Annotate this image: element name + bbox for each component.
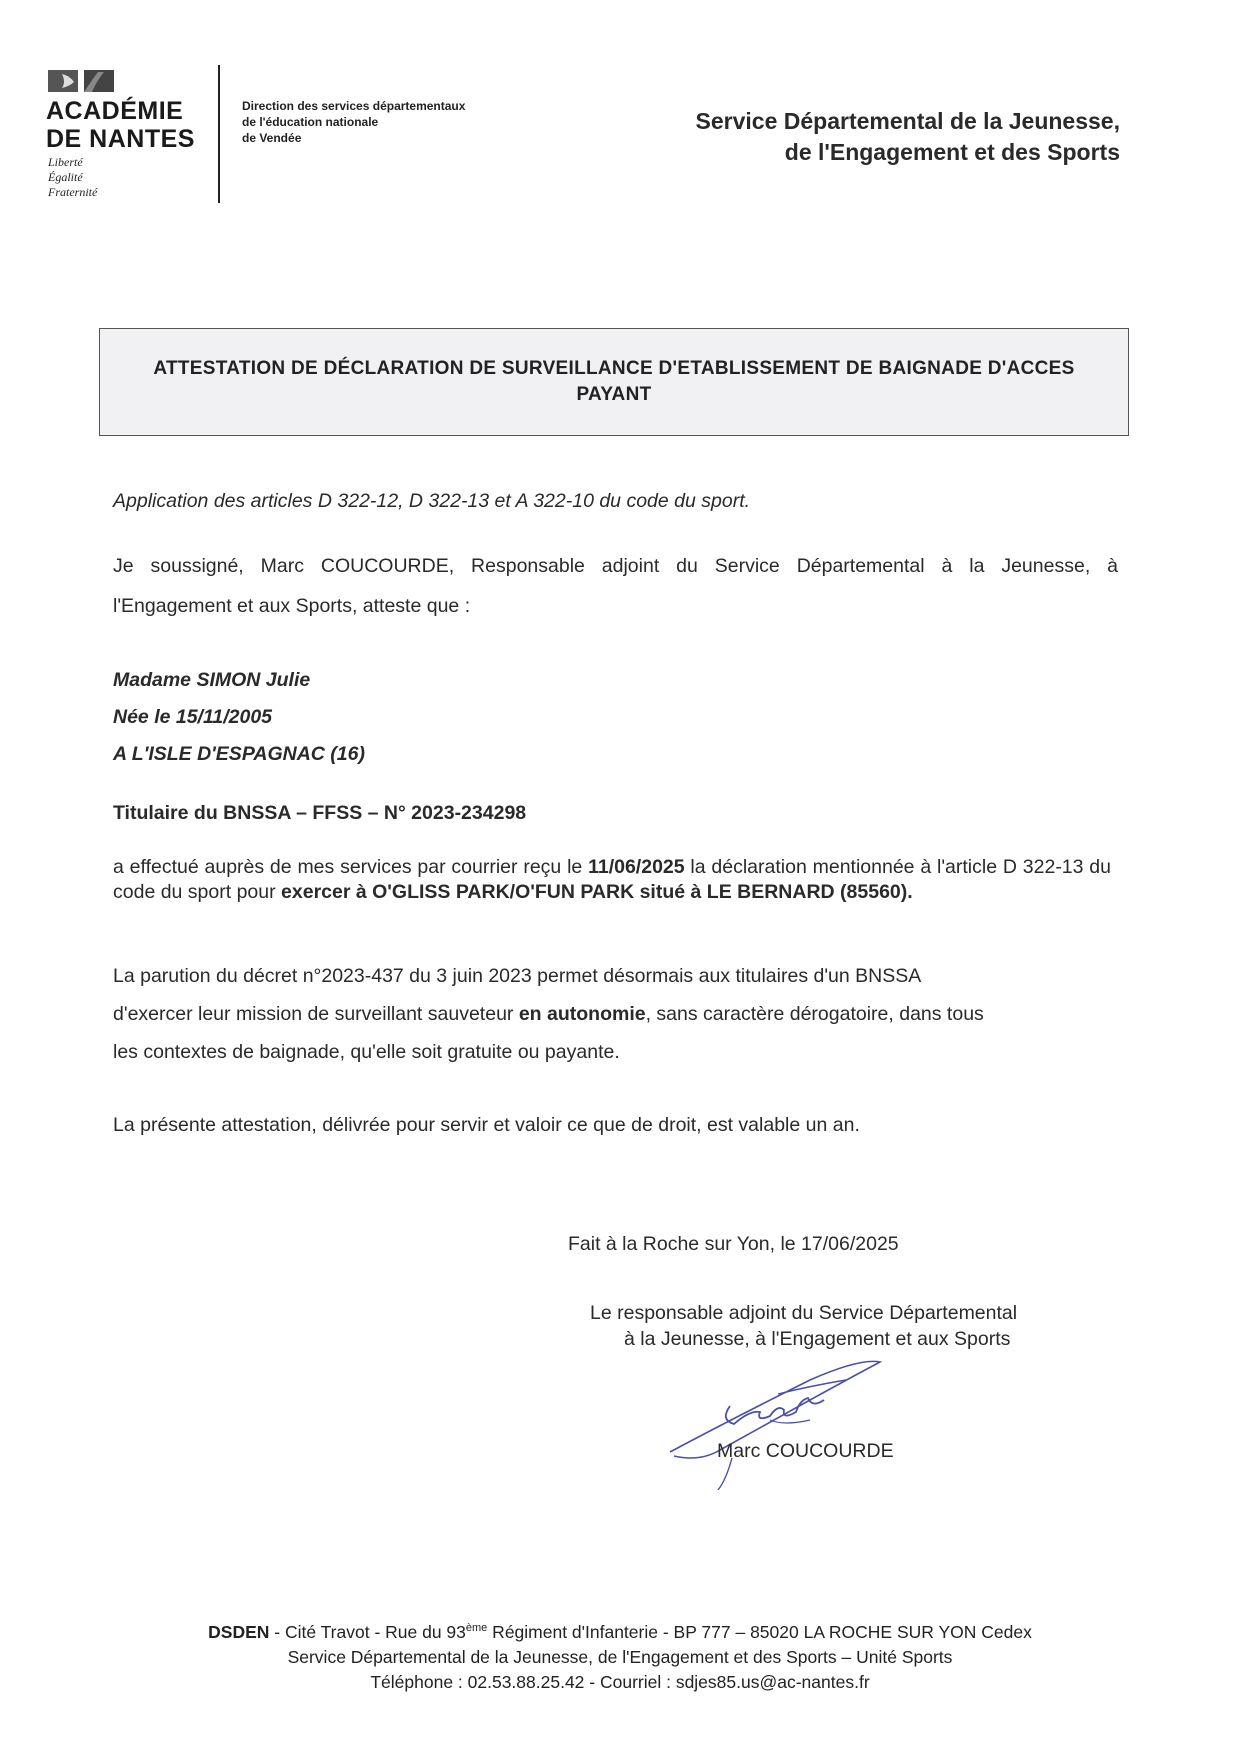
service-title-line-1: Service Départemental de la Jeunesse, [695, 108, 1120, 134]
intro-paragraph [113, 546, 1118, 626]
direction-line-1: Direction des services départementaux [242, 99, 466, 113]
academie-name [46, 97, 195, 153]
validity-statement: La présente attestation, délivrée pour servir et valoir ce que de droit, est valable un an. [113, 1114, 860, 1136]
header-divider [218, 65, 220, 203]
decree-paragraph [113, 957, 1118, 1071]
role-line-2: à la Jeunesse, à l'Engagement et aux Sports [624, 1328, 1011, 1350]
handwritten-signature [660, 1340, 900, 1490]
birth-place: A L'ISLE D'ESPAGNAC (16) [113, 743, 365, 765]
person-block [113, 662, 1118, 773]
footer-superscript: ème [465, 1622, 488, 1635]
footer-line-2: Service Départemental de la Jeunesse, de l'Engagement et des Sports – Unité Sports [287, 1647, 953, 1667]
direction-block [242, 98, 465, 146]
attestation-title-line-2: PAYANT [576, 384, 652, 405]
decree-line-2-prefix: d'exercer leur mission de surveillant sauveteur [113, 1003, 519, 1025]
footer-line-1-prefix: - Cité Travot - Rue du 93 [269, 1622, 466, 1642]
decree-line-2-suffix: , sans caractère dérogatoire, dans tous [645, 1003, 984, 1025]
service-title [696, 106, 1120, 168]
declaration-date: 11/06/2025 [588, 856, 685, 878]
attestation-title-line-1: ATTESTATION DE DÉCLARATION DE SURVEILLANCE D'ETABLISSEMENT DE BAIGNADE D'ACCES [153, 358, 1075, 379]
person-name: Madame SIMON Julie [113, 669, 311, 691]
declaration-place: exercer à O'GLISS PARK/O'FUN PARK situé à LE BERNARD (85560). [281, 881, 913, 903]
service-title-line-2: de l'Engagement et des Sports [784, 139, 1120, 165]
academie-line-1: ACADÉMIE [46, 97, 184, 125]
motto-egalite: Égalité [48, 170, 83, 184]
place-date: Fait à la Roche sur Yon, le 17/06/2025 [568, 1233, 899, 1255]
signatory-name: Marc COUCOURDE [717, 1440, 894, 1462]
declaration-middle: la déclaration mentionnée à l'article D 322-13 du code du sport pour [113, 856, 1111, 903]
footer-contact: Téléphone : 02.53.88.25.42 - Courriel : sdjes85.us@ac-nantes.fr [370, 1672, 870, 1692]
republic-motto [48, 155, 97, 200]
direction-line-3: de Vendée [242, 131, 302, 145]
footer-line-1-suffix: Régiment d'Infanterie - BP 777 – 85020 LA ROCHE SUR YON Cedex [487, 1622, 1032, 1642]
footer-dsden: DSDEN [208, 1622, 270, 1642]
decree-line-2 [113, 995, 1118, 1033]
motto-liberte: Liberté [48, 155, 83, 169]
intro-line-1: Je soussigné, Marc COUCOURDE, Responsable adjoint du Service Départemental à la Jeunesse, à [113, 555, 1118, 577]
footer-address [0, 1620, 1240, 1695]
attestation-title-box [99, 328, 1129, 436]
decree-autonomie: en autonomie [518, 1003, 646, 1025]
birth-date: Née le 15/11/2005 [113, 706, 273, 728]
declaration-prefix: a effectué auprès de mes services par courrier reçu le [113, 856, 589, 878]
decree-line-1: La parution du décret n°2023-437 du 3 juin 2023 permet désormais aux titulaires d'un BNSSA [113, 965, 922, 987]
footer-line-1 [0, 1620, 1240, 1645]
role-line-1: Le responsable adjoint du Service Départemental [590, 1302, 1018, 1324]
marianne-logo-icon [48, 70, 114, 92]
motto-fraternite: Fraternité [48, 185, 98, 199]
intro-line-2: l'Engagement et aux Sports, atteste que : [113, 595, 471, 617]
direction-line-2: de l'éducation nationale [242, 115, 379, 129]
diploma-line: Titulaire du BNSSA – FFSS – N° 2023-234298 [113, 802, 527, 824]
academie-line-2: DE NANTES [46, 125, 195, 153]
declaration-paragraph [113, 855, 1111, 905]
decree-line-3: les contextes de baignade, qu'elle soit gratuite ou payante. [113, 1041, 620, 1063]
application-articles: Application des articles D 322-12, D 322-13 et A 322-10 du code du sport. [113, 490, 751, 512]
